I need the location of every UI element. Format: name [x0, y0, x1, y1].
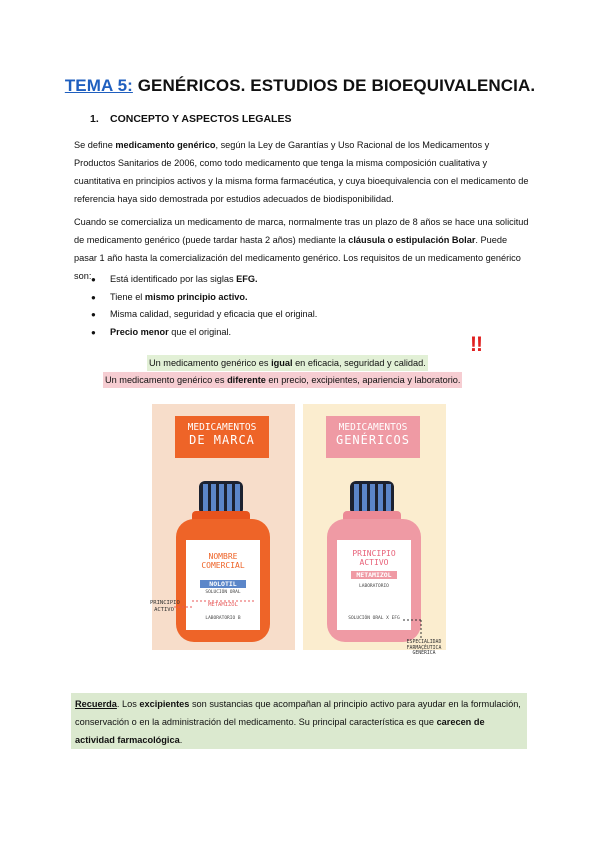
list-item-bold: EFG. — [236, 274, 258, 284]
list-item-text: que el original. — [168, 326, 232, 337]
section-heading — [90, 113, 291, 125]
list-item — [74, 271, 317, 289]
highlight-different — [103, 372, 462, 388]
brand-badge-line1: MEDICAMENTOS — [187, 422, 257, 433]
highlight-different-text: Un medicamento genérico es — [105, 375, 228, 385]
list-item-text: Está identificado por las siglas — [110, 274, 237, 284]
list-item — [74, 289, 317, 307]
reminder-bold: carecen de actividad farmacológica — [75, 717, 485, 745]
title-text: GENÉRICOS. ESTUDIOS DE BIOEQUIVALENCIA. — [132, 76, 536, 95]
list-item-bold: mismo principio activo. — [144, 291, 248, 302]
generic-medicine-panel — [303, 404, 446, 656]
paragraph-bolar-text-c: . Puede pasar 1 año hasta la comercialización del medicamento genérico. Los requisitos de un medicamento genérico son: — [74, 235, 521, 281]
list-item-bold: Precio menor — [110, 326, 169, 337]
generic-badge-line1: MEDICAMENTOS — [338, 422, 408, 433]
generic-badge-line2: GENÉRICOS — [335, 433, 411, 447]
active-ingredient-annotation: PRINCIPIO ACTIVO — [150, 600, 180, 613]
reminder-box — [71, 693, 527, 749]
brand-form: SOLUCIÓN ORAL — [205, 590, 241, 595]
highlight-different-text: en precio, excipientes, apariencia y laboratorio. — [265, 375, 461, 385]
generic-label-line1: PRINCIPIO — [352, 549, 396, 558]
generic-specialty-annotation: ESPECIALIDAD FARMACÉUTICA GENÉRICA — [406, 640, 442, 656]
generic-label-line2: ACTIVO — [359, 558, 389, 567]
highlight-equal-text: en eficacia, seguridad y calidad. — [292, 358, 426, 368]
reminder-text: . Los — [116, 699, 140, 709]
brand-laboratory: LABORATORIO B — [205, 616, 241, 621]
brand-label-line1: NOMBRE — [208, 552, 238, 561]
brand-name: NOLOTIL — [209, 580, 237, 588]
list-item-text: Tiene el — [110, 291, 145, 302]
highlight-different-bold: diferente — [227, 375, 266, 385]
section-number: 1. — [90, 113, 99, 125]
brand-active-ingredient: METAMIZOL — [208, 602, 238, 608]
exclamation-alert-icon: !! — [470, 333, 482, 356]
paragraph-bolar-bold: cláusula o estipulación Bolar — [348, 235, 476, 245]
list-item — [74, 324, 317, 342]
paragraph-definition-bold: medicamento genérico — [115, 140, 216, 150]
title-topic-number: TEMA 5: — [64, 76, 133, 95]
list-item — [74, 306, 317, 324]
brand-badge-line2: DE MARCA — [189, 433, 255, 447]
paragraph-bolar-text-a: Cuando se comercializa un medicamento de marca, normalmente tras un plazo de 8 años se hace una solicitud de medicamento genérico (puede tardar hasta 2 años) mediante la — [74, 217, 529, 245]
highlight-equal — [147, 355, 428, 371]
generic-laboratory: LABORATORIO — [359, 584, 389, 589]
paragraph-definition — [74, 136, 530, 208]
reminder-label: Recuerda — [75, 699, 117, 709]
list-item-text: Misma calidad, seguridad y eficacia que el original. — [110, 309, 318, 319]
requirements-list — [74, 271, 317, 341]
generic-active-ingredient: METAMIZOL — [356, 571, 392, 579]
brand-label-line2: COMERCIAL — [201, 561, 245, 570]
page-title — [0, 76, 600, 96]
generic-bottle-icon — [303, 404, 446, 650]
brand-medicine-panel — [152, 404, 295, 650]
paragraph-definition-text-a: Se define — [74, 140, 116, 150]
reminder-text: . — [179, 735, 183, 745]
highlight-equal-text: Un medicamento genérico es — [149, 358, 272, 368]
reminder-text: son sustancias que acompañan al principio activo para ayudar en la formulación, conservación o en la administración del medicamento. Su principal característica es que — [75, 699, 521, 727]
paragraph-definition-text-c: , según la Ley de Garantías y Uso Racional de los Medicamentos y Productos Sanitarios de 2006, como todo medicamento que tenga la misma composición cualitativa y cuantitativa en principios activos y la misma forma farmacéutica, y cuya bioequivalencia con el medicamento de referencia haya sido demostrada por estudios adecuados de biodisponibilidad. — [74, 140, 529, 204]
highlight-equal-bold: igual — [271, 358, 293, 368]
reminder-bold: excipientes — [139, 699, 190, 709]
generic-form: SOLUCIÓN ORAL X EFG — [348, 616, 400, 621]
section-heading-text: CONCEPTO Y ASPECTOS LEGALES — [110, 113, 292, 125]
medicine-comparison-illustration — [150, 404, 446, 656]
